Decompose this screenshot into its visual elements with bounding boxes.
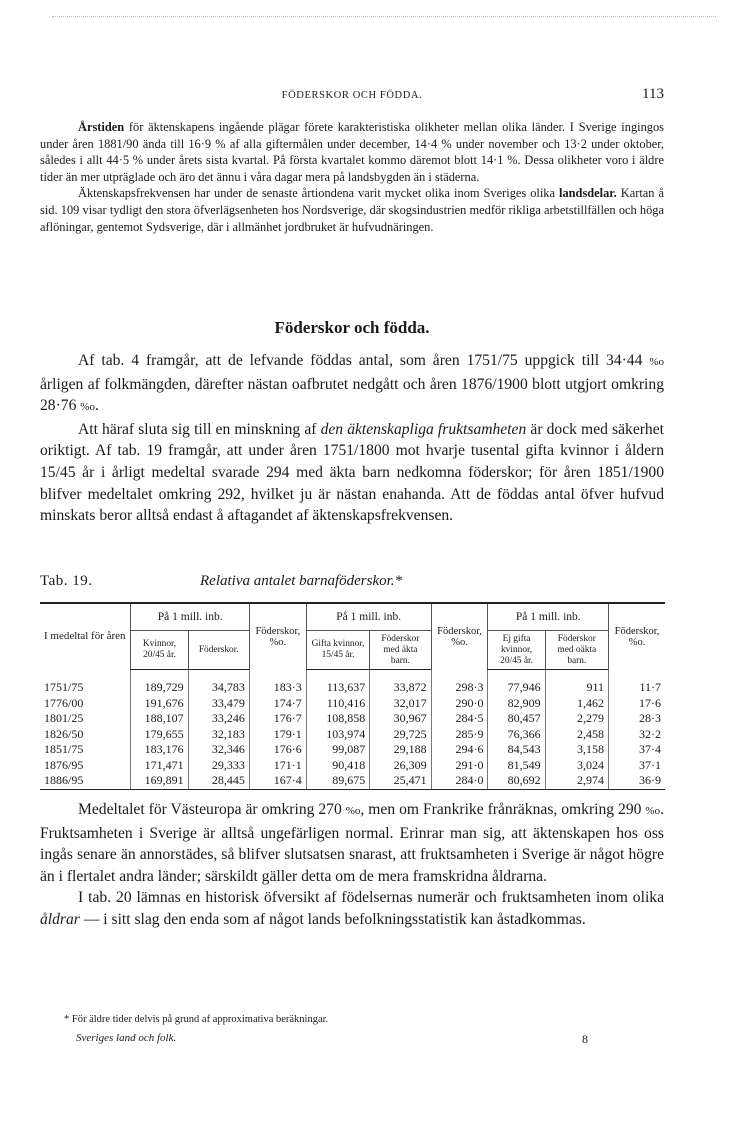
- paragraph-text: , men om Frankrike frånräknas, omkring 290: [360, 801, 646, 818]
- header-unmarried-women: Ej gifta kvinnor, 20/45 år.: [488, 631, 545, 670]
- table-row: [40, 742, 665, 758]
- paragraph-text: för äktenskapens ingående plägar förete karakteristiska olikheter mellan olika länder. I Sverige ingingos under åren 1881/90 ända till 16·9 % af alla giftermålen under december, 14·4 % under november och 13·2 under oktober, således i allt 44·5 % under årets sista kvartal. På första kvartalet kommo däremot blott 14·1 %. Dessa olikheter voro i äldre tider än mer utpräglade och äro det ännu i våra dagar mera på landsbygden än i städerna.: [40, 120, 664, 184]
- paragraph-lead-word: Årstiden: [78, 120, 125, 134]
- cell-rate-all: 171·1: [249, 758, 306, 774]
- paragraph-text: Medeltalet för Västeuropa är omkring 270: [78, 801, 346, 818]
- cell-period: 1886/95: [40, 773, 131, 789]
- cell-rate-unmarried: 32·2: [609, 727, 665, 743]
- cell-unmarried-women: 77,946: [488, 670, 545, 696]
- cell-unmarried-women: 82,909: [488, 696, 545, 712]
- top-edge-dotted-rule: [52, 16, 716, 17]
- table-19: [40, 602, 665, 790]
- permille-sign: %o: [649, 356, 664, 368]
- paragraph-text: Äktenskapsfrekvensen har under de senaste årtiondena varit mycket olika inom Sveriges olika: [78, 186, 560, 201]
- cell-legit-births: 26,309: [370, 758, 431, 774]
- cell-legit-births: 25,471: [370, 773, 431, 789]
- cell-rate-all: 179·1: [249, 727, 306, 743]
- paragraph-italic-term: den äktenskapliga fruktsamheten: [320, 420, 527, 438]
- running-head: [40, 86, 664, 106]
- cell-legit-births: 30,967: [370, 711, 431, 727]
- cell-legit-births: 32,017: [370, 696, 431, 712]
- cell-period: 1751/75: [44, 680, 84, 694]
- table-row: [40, 711, 665, 727]
- cell-rate-unmarried: 37·1: [609, 758, 665, 774]
- header-births: Föderskor.: [188, 631, 249, 670]
- cell-rate-all: 167·4: [249, 773, 306, 789]
- paragraph-season: [40, 119, 664, 185]
- cell-legit-births: 33,872: [370, 670, 431, 696]
- cell-unmarried-women: 81,549: [488, 758, 545, 774]
- paragraph-fertility: [40, 419, 664, 527]
- cell-wives: 103,974: [306, 727, 369, 743]
- cell-rate-married: 290·0: [431, 696, 488, 712]
- sheet-number: 8: [582, 1032, 588, 1046]
- page-number: 113: [642, 86, 664, 102]
- cell-rate-all: 176·7: [249, 711, 306, 727]
- header-illegit-births: Föderskor med oäkta barn.: [545, 631, 608, 670]
- cell-illegit-births: 3,158: [545, 742, 608, 758]
- paragraph-western-europe: [40, 799, 664, 887]
- cell-rate-married: 285·9: [431, 727, 488, 743]
- cell-rate-all: 183·3: [249, 670, 306, 696]
- cell-rate-married: 284·0: [431, 773, 488, 789]
- cell-rate-all: 176·6: [249, 742, 306, 758]
- paragraph-table-20: [40, 887, 664, 930]
- cell-legit-births: 29,188: [370, 742, 431, 758]
- cell-illegit-births: 1,462: [545, 696, 608, 712]
- permille-sign: %o: [345, 805, 361, 817]
- cell-wives: 108,858: [306, 711, 369, 727]
- cell-illegit-births: 911: [545, 670, 608, 696]
- cell-period: 1876/95: [44, 757, 84, 772]
- table-title: Relativa antalet barnaföderskor.*: [200, 573, 403, 589]
- cell-women: 179,655: [131, 727, 188, 743]
- header-wives: Gifta kvinnor, 15/45 år.: [306, 631, 369, 670]
- cell-births: 28,445: [188, 773, 249, 789]
- paragraph-text: — i sitt slag den enda som af något lands befolkningsstatistik kan åstadkommas.: [79, 910, 586, 928]
- cell-unmarried-women: 80,457: [488, 711, 545, 727]
- signature-line: [76, 1032, 588, 1048]
- cell-rate-married: 298·3: [431, 670, 488, 696]
- running-title: FÖDERSKOR OCH FÖDDA.: [281, 90, 423, 101]
- cell-unmarried-women: 80,692: [488, 773, 545, 789]
- cell-period: 1776/00: [44, 695, 84, 710]
- body-text-upper: [40, 350, 664, 527]
- cell-period: 1851/75: [44, 742, 84, 757]
- cell-women: 188,107: [131, 711, 188, 727]
- cell-births: 32,183: [188, 727, 249, 743]
- paragraph-text: I tab. 20 lämnas en historisk öfversikt af födelsernas numerär och fruktsamheten inom olika: [78, 889, 664, 907]
- cell-illegit-births: 2,458: [545, 727, 608, 743]
- cell-wives: 89,675: [306, 773, 369, 789]
- cell-rate-married: 291·0: [431, 758, 488, 774]
- cell-illegit-births: 2,279: [545, 711, 608, 727]
- paragraph-italic-term: åldrar: [40, 910, 80, 928]
- cell-women: 191,676: [131, 696, 188, 712]
- cell-rate-married: 284·5: [431, 711, 488, 727]
- paragraph-bold-term: landsdelar.: [559, 186, 617, 201]
- table-label: Tab. 19.: [40, 573, 93, 589]
- table-row: [40, 727, 665, 743]
- cell-rate-unmarried: 36·9: [609, 773, 665, 789]
- header-period: I medeltal för åren: [40, 603, 131, 670]
- intro-text: [40, 119, 664, 235]
- cell-rate-all: 174·7: [249, 696, 306, 712]
- paragraph-text: .: [94, 397, 99, 415]
- cell-period: 1826/50: [44, 726, 84, 741]
- paragraph-text: Af tab. 4 framgår, att de lefvande föddas antal, som åren 1751/75 uppgick till 34·44: [78, 352, 650, 369]
- paragraph-text: Kartan å sid. 109 visar tydligt den stora öfverlägsenheten hos Nordsverige, där skogsindustrien medför rikliga arbetstillfällen och höga aflöningar, gentemot Sydsverige, där i allmänhet jordbruket är hufvudnäringen.: [40, 186, 665, 234]
- table-row: [40, 773, 665, 789]
- paragraph-regions: [40, 185, 664, 235]
- cell-wives: 99,087: [306, 742, 369, 758]
- header-legit-births: Föderskor med äkta barn.: [370, 631, 431, 670]
- header-women: Kvinnor, 20/45 år.: [131, 631, 188, 670]
- cell-women: 169,891: [131, 773, 188, 789]
- cell-births: 34,783: [188, 670, 249, 696]
- header-group-married: På 1 mill. inb.: [306, 603, 431, 631]
- cell-legit-births: 29,725: [370, 727, 431, 743]
- paragraph-text: . Fruktsamheten i Sverige är alltså ungefärligen normal. Erinrar man sig, att äktenskapen hos oss ingås senare än annorstädes, så blifver slutsatsen snarast, att fruktsamheten i Sverige är något högre än i flertalet andra länder; särskildt gäller detta om de mera framskridna åldrarna.: [40, 801, 664, 885]
- cell-women: 171,471: [131, 758, 188, 774]
- cell-period: 1801/25: [44, 711, 84, 726]
- cell-births: 29,333: [188, 758, 249, 774]
- header-group-all: På 1 mill. inb.: [131, 603, 249, 631]
- cell-women: 189,729: [131, 670, 188, 696]
- paragraph-birth-rate: [40, 350, 664, 419]
- cell-rate-unmarried: 37·4: [609, 742, 665, 758]
- cell-illegit-births: 3,024: [545, 758, 608, 774]
- table-caption: [40, 573, 664, 595]
- cell-rate-married: 294·6: [431, 742, 488, 758]
- cell-wives: 90,418: [306, 758, 369, 774]
- cell-rate-unmarried: 28·3: [609, 711, 665, 727]
- cell-unmarried-women: 76,366: [488, 727, 545, 743]
- printer-signature: Sveriges land och folk.: [76, 1032, 177, 1044]
- cell-women: 183,176: [131, 742, 188, 758]
- footnote: * För äldre tider delvis på grund af approximativa beräkningar.: [64, 1014, 329, 1025]
- body-text-lower: [40, 799, 664, 931]
- header-group-unmarried: På 1 mill. inb.: [488, 603, 609, 631]
- cell-unmarried-women: 84,543: [488, 742, 545, 758]
- paragraph-text: Att häraf sluta sig till en minskning af: [78, 420, 321, 438]
- header-rate-married: Föderskor, %o.: [431, 603, 488, 670]
- header-rate-unmarried: Föderskor, %o.: [609, 603, 665, 670]
- cell-rate-unmarried: 17·6: [609, 696, 665, 712]
- cell-births: 33,479: [188, 696, 249, 712]
- cell-rate-unmarried: 11·7: [609, 670, 665, 696]
- paragraph-text: årligen af folkmängden, därefter nästan oafbrutet nedgått och åren 1876/1900 blott utgjort omkring 28·76: [40, 375, 664, 415]
- table-row: [40, 696, 665, 712]
- cell-births: 32,346: [188, 742, 249, 758]
- cell-wives: 110,416: [306, 696, 369, 712]
- cell-illegit-births: 2,974: [545, 773, 608, 789]
- cell-births: 33,246: [188, 711, 249, 727]
- section-heading: Föderskor och födda.: [274, 318, 430, 337]
- permille-sign: %o: [80, 401, 95, 414]
- header-rate-all: Föderskor, %o.: [249, 603, 306, 670]
- permille-sign: %o: [645, 805, 661, 817]
- cell-wives: 113,637: [306, 670, 369, 696]
- table-row: [40, 758, 665, 774]
- paragraph-text: är dock med säkerhet oriktigt. Af tab. 19 framgår, att under åren 1751/1800 mot hvarje tusental gifta kvinnor i åldern 15/45 år i årligt medeltal svarade 294 med äkta barn nedkomna föderskor; för åren 1851/1900 blifver medeltalet omkring 292, hvilket ju är nästan enahanda. Att de föddas antal öfver hufvud minskats beror alltså endast å aftagandet af äktenskapsfrekvensen.: [40, 420, 664, 525]
- table-row: [40, 670, 665, 696]
